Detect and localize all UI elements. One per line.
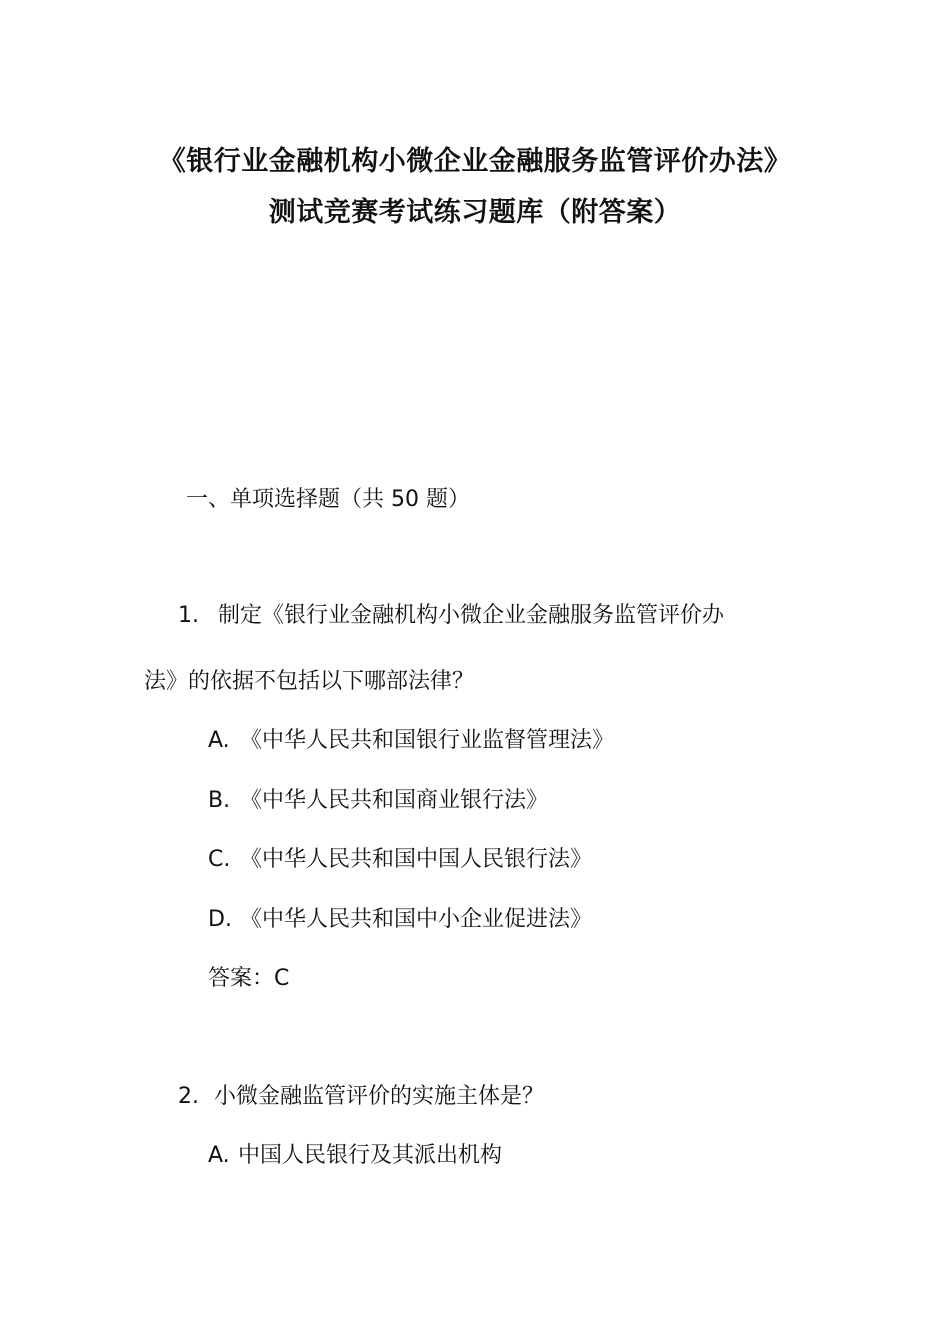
option-text: 《中华人民共和国银行业监督管理法》 <box>240 728 615 753</box>
option-letter: D. <box>208 907 232 932</box>
question-2-text-line-1: 小微金融监管评价的实施主体是？ <box>214 1084 545 1109</box>
option-text: 《中华人民共和国中小企业促进法》 <box>240 907 593 932</box>
question-1-option-c <box>208 845 592 875</box>
option-letter: A. <box>208 1143 230 1168</box>
option-text: 《中华人民共和国商业银行法》 <box>240 788 549 813</box>
question-1-text-line-1: 制定《银行业金融机构小微企业金融服务监管评价办 <box>218 603 725 628</box>
question-2-option-a <box>208 1141 502 1171</box>
question-1-option-a <box>208 726 614 756</box>
question-2-number: 2. <box>178 1084 199 1109</box>
option-text: 《中华人民共和国中国人民银行法》 <box>240 847 593 872</box>
question-1-text-line-2: 法》的依据不包括以下哪部法律？ <box>144 669 475 694</box>
section-heading: 一、单项选择题（共 50 题） <box>186 487 470 512</box>
question-2-line-1 <box>178 1082 544 1112</box>
document-title-line-2: 测试竞赛考试练习题库（附答案） <box>268 197 682 228</box>
question-1-number: 1. <box>178 603 199 628</box>
document-title-line-1: 《银行业金融机构小微企业金融服务监管评价办法》 <box>158 146 792 177</box>
question-1-answer: 答案：C <box>208 966 290 991</box>
option-letter: C. <box>208 847 231 872</box>
option-letter: B. <box>208 788 231 813</box>
question-1-line-1 <box>178 601 724 631</box>
question-1-option-b <box>208 786 548 816</box>
question-1-option-d <box>208 905 592 935</box>
option-letter: A. <box>208 728 230 753</box>
option-text: 中国人民银行及其派出机构 <box>238 1143 503 1168</box>
